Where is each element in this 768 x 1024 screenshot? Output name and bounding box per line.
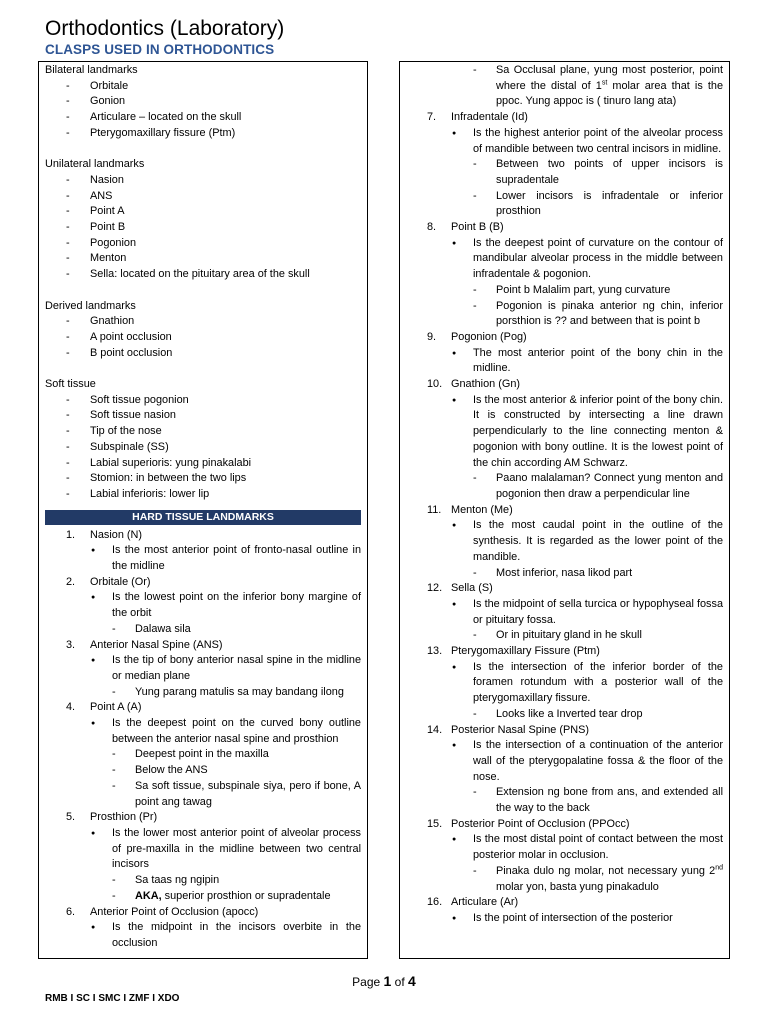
landmark-definition: ● Is the most caudal point in the outline of the synthesis. It is regarded as the lower point of the mandible. [406, 518, 723, 565]
landmark-definition: ● The most anterior point of the bony chin in the midline. [406, 346, 723, 377]
landmark-definition: ● Is the midpoint in the incisors overbite in the occlusion [45, 920, 361, 951]
document-title: Orthodontics (Laboratory) [45, 17, 285, 40]
document-subtitle: CLASPS USED IN ORTHODONTICS [45, 42, 275, 57]
landmark-note: - Yung parang matulis sa may bandang ilong [45, 685, 361, 701]
landmark-definition: ● Is the most anterior point of fronto-nasal outline in the midline [45, 543, 361, 574]
landmark-definition: ● Is the lowest point on the inferior bony margine of the orbit [45, 590, 361, 621]
landmark-item: 10. Gnathion (Gn) [427, 378, 521, 391]
landmark-note: - Dalawa sila [45, 622, 361, 638]
landmark-definition: ● Is the deepest point of curvature on the contour of mandibular alveolar process in the middle between infradentale & pogonion. [406, 236, 723, 283]
list-item: - Pterygomaxillary fissure (Ptm) [45, 126, 361, 142]
landmark-item: 5. Prosthion (Pr) [66, 811, 158, 824]
page-number: Page 1 of 4 [352, 973, 416, 989]
landmark-item: 15. Posterior Point of Occlusion (PPOcc) [427, 817, 630, 830]
landmark-note: - Sa Occlusal plane, yung most posterior, point where the distal of 1st molar area that is the ppoc. Yung appoc is ( tinuro lang ata) [406, 63, 723, 110]
landmark-definition: ● Is the intersection of the inferior border of the foramen rotundum with a posterior wall of the pterygomaxillary fissure. [406, 660, 723, 707]
unilateral-list [45, 173, 361, 283]
list-item: - A point occlusion [45, 330, 361, 346]
list-item: - Point A [45, 204, 361, 220]
list-item: - Soft tissue nasion [45, 408, 361, 424]
section-heading: Bilateral landmarks [45, 64, 138, 76]
list-item: - Point B [45, 220, 361, 236]
landmark-note: - Paano malalaman? Connect yung menton and pogonion then draw a perpendicular line [406, 471, 723, 502]
derived-list [45, 314, 361, 361]
landmark-note: - Looks like a Inverted tear drop [406, 707, 723, 723]
landmark-item: 13. Pterygomaxillary Fissure (Ptm) [427, 645, 600, 658]
landmark-note: - Sa soft tissue, subspinale siya, pero if bone, A point ang tawag [45, 779, 361, 810]
list-item: - Labial superioris: yung pinakalabi [45, 456, 361, 472]
soft-tissue-list [45, 393, 361, 503]
list-item: - ANS [45, 189, 361, 205]
list-item: - Stomion: in between the two lips [45, 471, 361, 487]
landmark-note: - Extension ng bone from ans, and extended all the way to the back [406, 785, 723, 816]
list-item: - Soft tissue pogonion [45, 393, 361, 409]
landmark-note: - Sa taas ng ngipin [45, 873, 361, 889]
landmark-definition: ● Is the lower most anterior point of alveolar process of pre-maxilla in the midline between two central incisors [45, 826, 361, 873]
landmark-definition: ● Is the tip of bony anterior nasal spine in the midline or median plane [45, 653, 361, 684]
landmark-note: - Pogonion is pinaka anterior ng chin, inferior porsthion is ?? and between that is point b [406, 299, 723, 330]
list-item: - Subspinale (SS) [45, 440, 361, 456]
list-item: - Menton [45, 251, 361, 267]
landmark-note: - Below the ANS [45, 763, 361, 779]
landmark-item: 3. Anterior Nasal Spine (ANS) [66, 638, 223, 651]
list-item: - Tip of the nose [45, 424, 361, 440]
list-item: - Gonion [45, 94, 361, 110]
list-item: - B point occlusion [45, 346, 361, 362]
list-item: - Pogonion [45, 236, 361, 252]
authors-footer: RMB I SC I SMC I ZMF I XDO [45, 993, 180, 1004]
list-item: - Articulare – located on the skull [45, 110, 361, 126]
landmark-item: 11. Menton (Me) [427, 503, 513, 516]
landmark-definition: ● Is the most anterior & inferior point of the bony chin. It is constructed by intersecting a line drawn perpendicularly to the line connecting menton & pogonion with bony outline. It is the lowest point of the chin according AM Schwarz. [406, 393, 723, 472]
list-item: - Orbitale [45, 79, 361, 95]
landmark-note: - Between two points of upper incisors is supradentale [406, 157, 723, 188]
landmark-item: 14. Posterior Nasal Spine (PNS) [427, 723, 589, 736]
landmark-note: - Point b Malalim part, yung curvature [406, 283, 723, 299]
landmark-note: - Most inferior, nasa likod part [406, 566, 723, 582]
landmark-note: - Lower incisors is infradentale or inferior prosthion [406, 189, 723, 220]
landmark-definition: ● Is the deepest point on the curved bony outline between the anterior nasal spine and prosthion [45, 716, 361, 747]
landmark-note: - AKA, superior prosthion or supradentale [45, 889, 361, 905]
hard-tissue-heading-bar: HARD TISSUE LANDMARKS [45, 510, 361, 525]
list-item: - Gnathion [45, 314, 361, 330]
landmark-item: 4. Point A (A) [66, 701, 142, 714]
list-item: - Labial inferioris: lower lip [45, 487, 361, 503]
landmark-note: - Or in pituitary gland in he skull [406, 628, 723, 644]
section-heading: Derived landmarks [45, 299, 136, 312]
right-column [399, 61, 730, 959]
landmark-item: 2. Orbitale (Or) [66, 575, 151, 588]
landmark-item: 1. Nasion (N) [66, 528, 143, 541]
landmark-definition: ● Is the highest anterior point of the alveolar process of mandible between two central incisors in midline. [406, 126, 723, 157]
landmark-definition: ● Is the most distal point of contact between the most posterior molar in occlusion. [406, 832, 723, 863]
landmark-item: 9. Pogonion (Pog) [427, 330, 527, 343]
list-item: - Sella: located on the pituitary area of the skull [45, 267, 361, 283]
landmark-definition: ● Is the intersection of a continuation of the anterior wall of the pterygopalatine fossa & the floor of the nose. [406, 738, 723, 785]
section-heading: Unilateral landmarks [45, 158, 145, 171]
landmark-definition: ● Is the midpoint of sella turcica or hypophyseal fossa or pituitary fossa. [406, 597, 723, 628]
landmark-item: 6. Anterior Point of Occlusion (apocc) [66, 905, 259, 918]
landmark-note: - Pinaka dulo ng molar, not necessary yung 2nd molar yon, basta yung pinakadulo [406, 864, 723, 895]
left-column [38, 61, 368, 959]
landmark-note: - Deepest point in the maxilla [45, 747, 361, 763]
landmark-item: 8. Point B (B) [427, 221, 504, 234]
bilateral-list [45, 79, 361, 142]
landmark-item: 7. Infradentale (Id) [427, 111, 528, 124]
section-heading: Soft tissue [45, 378, 96, 391]
landmark-item: 12. Sella (S) [427, 582, 493, 595]
list-item: - Nasion [45, 173, 361, 189]
landmark-item: 16. Articulare (Ar) [427, 896, 519, 909]
landmark-definition: ● Is the point of intersection of the posterior [406, 911, 723, 927]
